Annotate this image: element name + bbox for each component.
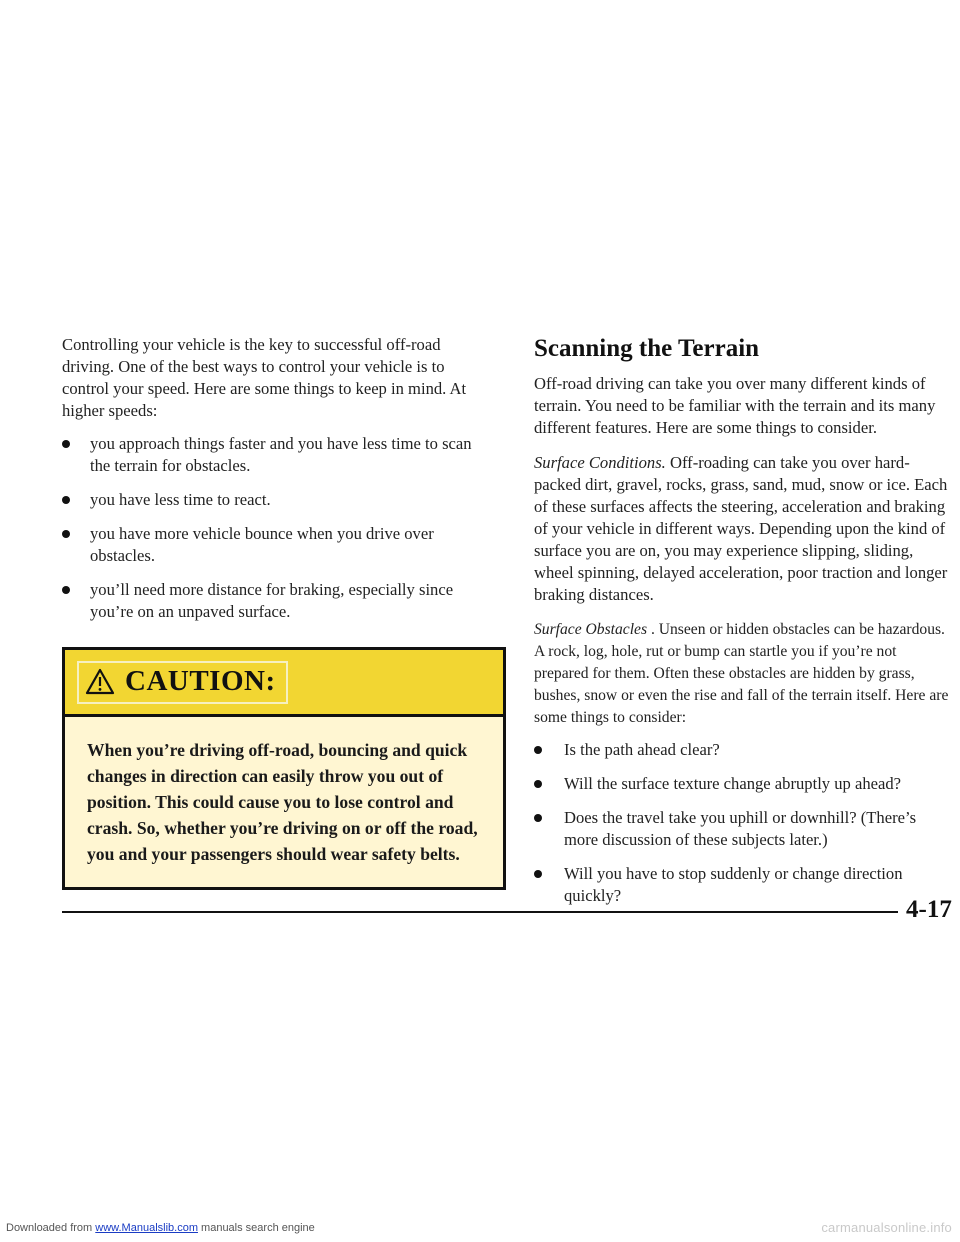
bullet-icon (62, 586, 70, 594)
caution-text: When you’re driving off-road, bouncing and quick changes in direction can easily throw you out of position. This could cause you to lose control and crash. So, whether you’re driving on or off the road, you and your passengers should wear safety belts. (87, 740, 478, 864)
speed-intro: Controlling your vehicle is the key to successful off-road driving. One of the best ways to control your vehicle is to control your speed. Here are some things to keep in mind. At higher speeds: (62, 335, 467, 420)
list-item: Is the path ahead clear? (534, 739, 954, 761)
right-column (534, 334, 954, 919)
terrain-intro: Off-road driving can take you over many different kinds of terrain. You need to be familiar with the terrain and its many different features. Here are some things to consider. (534, 374, 936, 437)
list-item: you have less time to react. (62, 489, 490, 511)
obstacle-bullet-list (534, 739, 954, 907)
bullet-icon (534, 870, 542, 878)
list-item: Does the travel take you uphill or downhill? (There’s more discussion of these subjects later.) (534, 807, 954, 851)
surface-conditions-text: Off-roading can take you over hard-packed dirt, gravel, rocks, grass, sand, mud, snow or ice. Each of these surfaces affects the steering, acceleration and braking of your vehicle in different ways. Depending upon the kind of surface you are on, you may experience slipping, sliding, wheel spinning, delayed acceleration, poor traction and longer braking distances. (534, 453, 948, 604)
download-suffix: manuals search engine (197, 1222, 315, 1234)
list-item: Will you have to stop suddenly or change direction quickly? (534, 863, 954, 907)
section-title: Scanning the Terrain (534, 335, 760, 362)
bullet-icon (534, 814, 542, 822)
bullet-icon (62, 440, 70, 448)
surface-obstacles-paragraph (534, 619, 954, 729)
list-item: you’ll need more distance for braking, especially since you’re on an unpaved surface. (62, 579, 490, 623)
surface-obstacles-heading: Surface Obstacles (534, 621, 648, 638)
warning-triangle-icon (85, 668, 115, 695)
page-number: 4-17 (906, 896, 952, 923)
bullet-icon (62, 530, 70, 538)
caution-title: CAUTION: (125, 664, 276, 697)
surface-conditions-paragraph (534, 452, 954, 606)
list-item: you have more vehicle bounce when you drive over obstacles. (62, 523, 490, 567)
bullet-icon (62, 496, 70, 504)
caution-header (65, 650, 503, 717)
footer-rule (62, 911, 898, 913)
download-notice (6, 1222, 315, 1234)
caution-body (65, 717, 503, 887)
left-column (62, 334, 490, 890)
bullet-icon (534, 780, 542, 788)
list-item: Will the surface texture change abruptly up ahead? (534, 773, 954, 795)
list-item: you approach things faster and you have less time to scan the terrain for obstacles. (62, 433, 490, 477)
download-prefix: Downloaded from (6, 1222, 96, 1234)
bullet-icon (534, 746, 542, 754)
caution-box (62, 647, 506, 890)
watermark: carmanualsonline.info (821, 1220, 952, 1235)
surface-obstacles-text: . Unseen or hidden obstacles can be hazardous. A rock, log, hole, rut or bump can startle you if you’re not prepared for them. Often these obstacles are hidden by grass, bushes, snow or even the rise and fall of the terrain itself. Here are some things to consider: (534, 621, 949, 726)
surface-conditions-heading: Surface Conditions. (534, 453, 666, 472)
speed-bullet-list (62, 433, 490, 623)
manualslib-link[interactable]: www.Manualslib.com (95, 1222, 198, 1234)
